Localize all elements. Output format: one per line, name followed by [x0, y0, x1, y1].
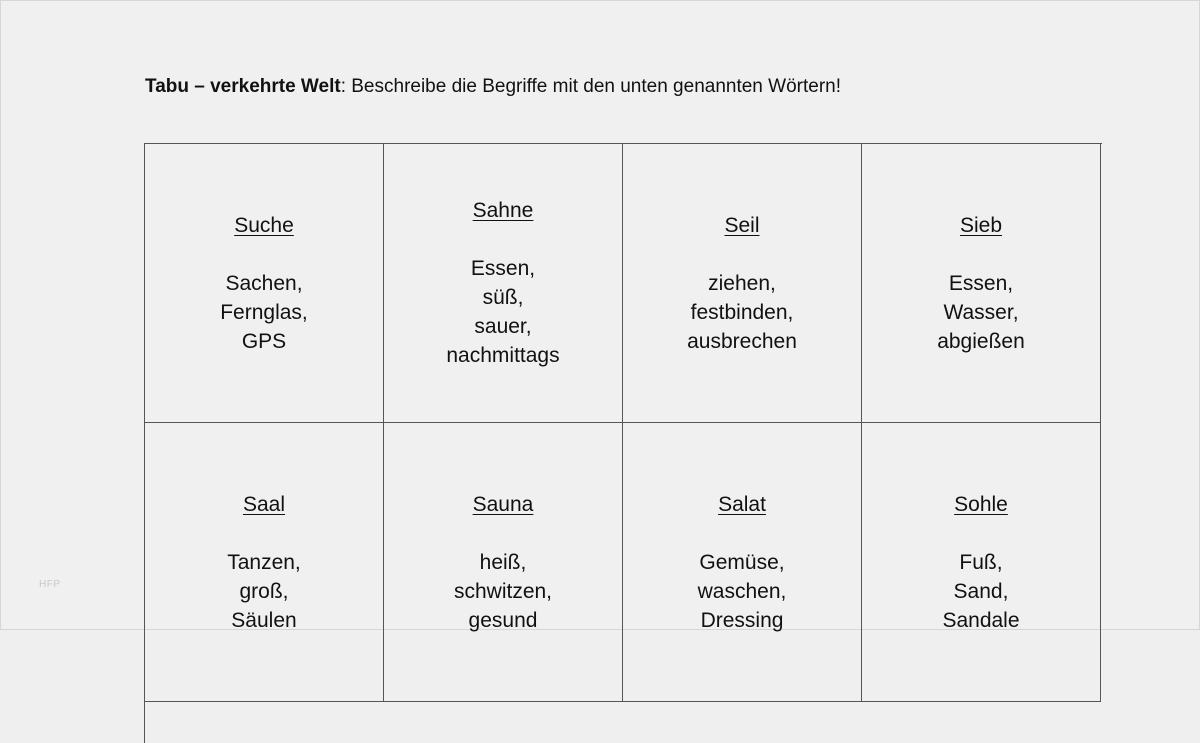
card-hint: Gemüse,: [699, 550, 785, 574]
card-hint: Sachen,: [225, 271, 303, 295]
tabu-card-grid: [144, 143, 1102, 743]
watermark-text: HFP: [39, 579, 61, 590]
card-word: Salat: [718, 492, 766, 516]
card-hint: heiß,: [479, 550, 527, 574]
card-hint: ausbrechen: [687, 329, 797, 353]
tabu-card-sieb: [862, 144, 1101, 423]
card-hint: abgießen: [937, 329, 1025, 353]
card-hint: festbinden,: [690, 300, 794, 324]
card-hint: groß,: [239, 579, 289, 603]
card-hint: Tanzen,: [227, 550, 301, 574]
card-word: Sauna: [472, 492, 534, 516]
card-hint: Essen,: [470, 257, 536, 280]
card-hint: Sandale: [942, 608, 1020, 632]
tabu-card-seil: [623, 144, 862, 423]
tabu-card-saal: [145, 423, 384, 702]
card-hint: ziehen,: [708, 271, 776, 295]
card-word: Sieb: [959, 213, 1003, 237]
card-hint: Fuß,: [959, 550, 1003, 574]
card-word: Suche: [234, 213, 294, 237]
card-hint: Säulen: [231, 608, 297, 632]
card-hint: schwitzen,: [453, 579, 553, 603]
tabu-card-salat: [623, 423, 862, 702]
instruction-text: : Beschreibe die Begriffe mit den unten genannten Wörtern!: [340, 76, 841, 97]
card-hint: nachmittags: [446, 344, 560, 367]
card-hint: GPS: [241, 329, 287, 353]
card-hint: Wasser,: [943, 300, 1019, 324]
card-hint: Dressing: [700, 608, 784, 632]
card-hint: Fernglas,: [220, 300, 308, 324]
card-hint: Essen,: [948, 271, 1014, 295]
tabu-card-suche: [145, 144, 384, 423]
tabu-card-sauna: [384, 423, 623, 702]
card-word: Sahne: [472, 199, 534, 222]
card-word: Seil: [724, 213, 760, 237]
instruction-title: Tabu – verkehrte Welt: [145, 76, 341, 97]
card-hint: süß,: [482, 286, 524, 309]
card-hint: Sand,: [953, 579, 1009, 603]
card-hint: sauer,: [474, 315, 532, 338]
card-word: Saal: [242, 492, 286, 516]
card-hint: gesund: [468, 608, 538, 632]
card-word: Sohle: [954, 492, 1008, 516]
tabu-card-sohle: [862, 423, 1101, 702]
card-hint: waschen,: [697, 579, 787, 603]
tabu-card-sahne: [384, 144, 623, 423]
instruction-line: [145, 75, 841, 99]
